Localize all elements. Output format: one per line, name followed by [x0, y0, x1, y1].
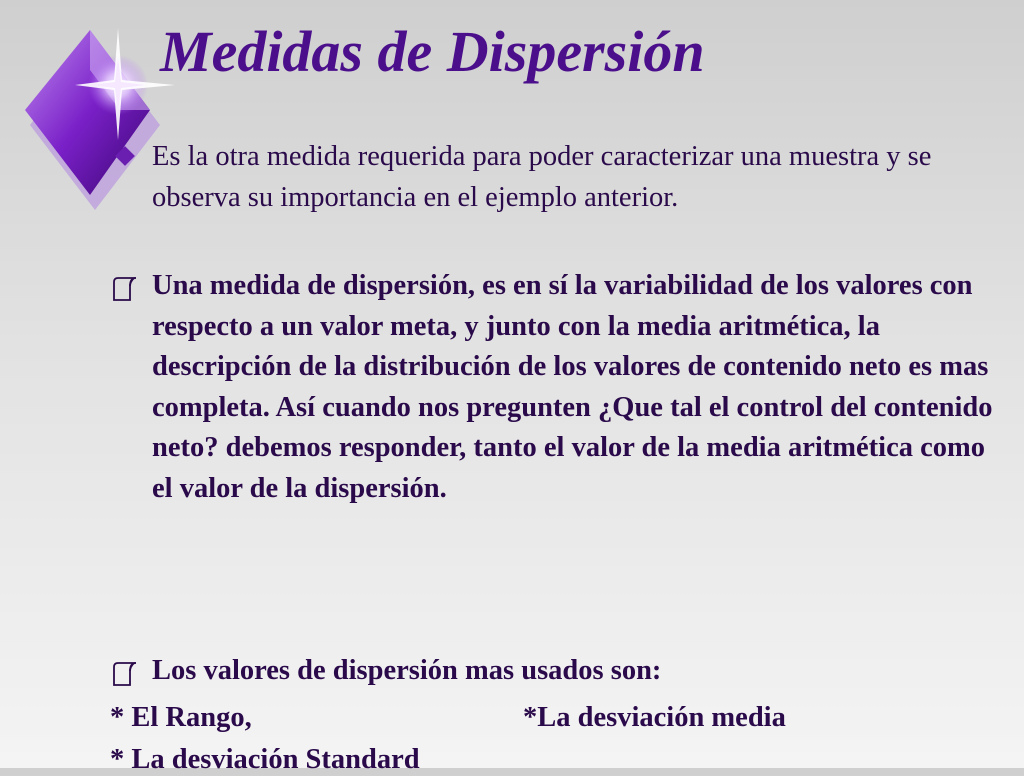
- page-bullet-icon: [110, 659, 140, 689]
- bullet-text: Una medida de dispersión, es en sí la variabilidad de los valores con respecto a un valor meta, y junto con la media aritmética, la descripción de la distribución de los valores de contenido neto es mas completa. Así cuando nos pregunten ¿Que tal el control del contenido neto? debemos responder, tanto el valor de la media aritmética como el valor de la dispersión.: [152, 270, 993, 504]
- page-title: Medidas de Dispersión: [160, 19, 705, 84]
- list-row: [110, 744, 420, 776]
- list-item-range: * El Rango,: [110, 702, 252, 733]
- bullet-text: Los valores de dispersión mas usados son:: [152, 655, 662, 686]
- list-row: [110, 702, 786, 734]
- list-item-mean-deviation: *La desviación media: [523, 702, 786, 733]
- page-bullet-icon: [110, 274, 140, 304]
- list-item-standard-deviation: * La desviación Standard: [110, 744, 420, 775]
- bullet-text: Es la otra medida requerida para poder caracterizar una muestra y se observa su importancia en el ejemplo anterior.: [152, 141, 932, 213]
